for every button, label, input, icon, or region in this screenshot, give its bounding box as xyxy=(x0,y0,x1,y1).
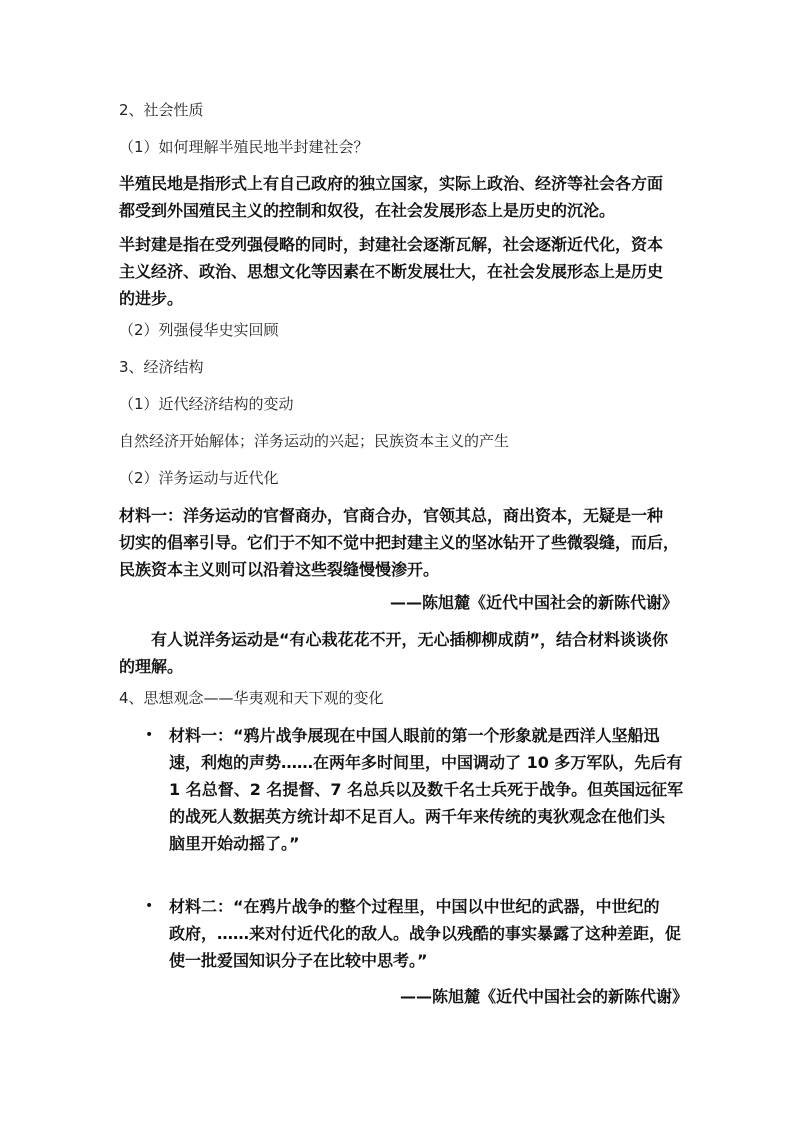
material-line: 速，利炮的声势……在两年多时间里，中国调动了 10 多万军队，先后有 xyxy=(169,753,683,772)
material-line: 民族资本主义则可以沿着这些裂缝慢慢渗开。 xyxy=(119,560,440,579)
section-4-heading: 4、思想观念——华夷观和天下观的变化 xyxy=(119,689,384,707)
material-line: 切实的倡率引导。它们于不知不觉中把封建主义的坚冰钻开了些微裂缝，而后， xyxy=(119,533,680,552)
bullet-icon: • xyxy=(145,898,154,914)
paragraph-line: 半殖民地是指形式上有自己政府的独立国家，实际上政治、经济等社会各方面 xyxy=(119,174,664,193)
section-2-question-2: （2）列强侵华史实回顾 xyxy=(119,321,279,339)
section-3-question xyxy=(119,626,679,680)
material-line: 的战死人数据英方统计却不足百人。两千年来传统的夷狄观念在他们头 xyxy=(169,807,666,826)
paragraph-line: 的进步。 xyxy=(119,289,184,308)
material-line: 脑里开始动摇了。” xyxy=(169,834,300,853)
section-3-paragraph: 自然经济开始解体；洋务运动的兴起；民族资本主义的产生 xyxy=(119,432,510,450)
paragraph-line: 都受到外国殖民主义的控制和奴役，在社会发展形态上是历史的沉沦。 xyxy=(119,201,616,220)
material-line: 使一批爱国知识分子在比较中思考。” xyxy=(169,951,428,970)
paragraph-line: 主义经济、政治、思想文化等因素在不断发展壮大，在社会发展形态上是历史 xyxy=(119,262,664,281)
section-2-heading: 2、社会性质 xyxy=(119,101,204,119)
section-3-source: ——陈旭麓《近代中国社会的新陈代谢》 xyxy=(389,593,678,612)
paragraph-line: 半封建是指在受列强侵略的同时，封建社会逐渐瓦解，社会逐渐近代化，资本 xyxy=(119,235,664,254)
section-3-material xyxy=(119,502,679,583)
material-line: 政府，……来对付近代化的敌人。战争以残酷的事实暴露了这种差距，促 xyxy=(169,924,682,943)
section-4-material-2 xyxy=(169,893,689,974)
material-line: 材料一：洋务运动的官督商办，官商合办，官领其总，商出资本，无疑是一种 xyxy=(119,506,664,525)
section-4-material-1 xyxy=(169,722,689,857)
section-2-question-1: （1）如何理解半殖民地半封建社会？ xyxy=(119,138,369,156)
material-line: 材料一：“鸦片战争展现在中国人眼前的第一个形象就是西洋人坚船迅 xyxy=(169,726,660,745)
question-line: 有人说洋务运动是“有心栽花花不开，无心插柳柳成荫”，结合材料谈谈你 xyxy=(151,630,669,649)
section-3-question-1: （1）近代经济结构的变动 xyxy=(119,395,294,413)
bullet-icon: • xyxy=(145,727,154,743)
section-3-heading: 3、经济结构 xyxy=(119,358,204,376)
section-3-question-2: （2）洋务运动与近代化 xyxy=(119,469,279,487)
section-2-paragraph-semifeudal xyxy=(119,231,679,312)
section-2-paragraph-semicolonial xyxy=(119,170,679,224)
section-4-source: ——陈旭麓《近代中国社会的新陈代谢》 xyxy=(399,987,688,1006)
material-line: 材料二：“在鸦片战争的整个过程里，中国以中世纪的武器，中世纪的 xyxy=(169,897,660,916)
question-line: 的理解。 xyxy=(119,657,184,676)
material-line: 1 名总督、2 名提督、7 名总兵以及数千名士兵死于战争。但英国远征军 xyxy=(169,780,684,799)
